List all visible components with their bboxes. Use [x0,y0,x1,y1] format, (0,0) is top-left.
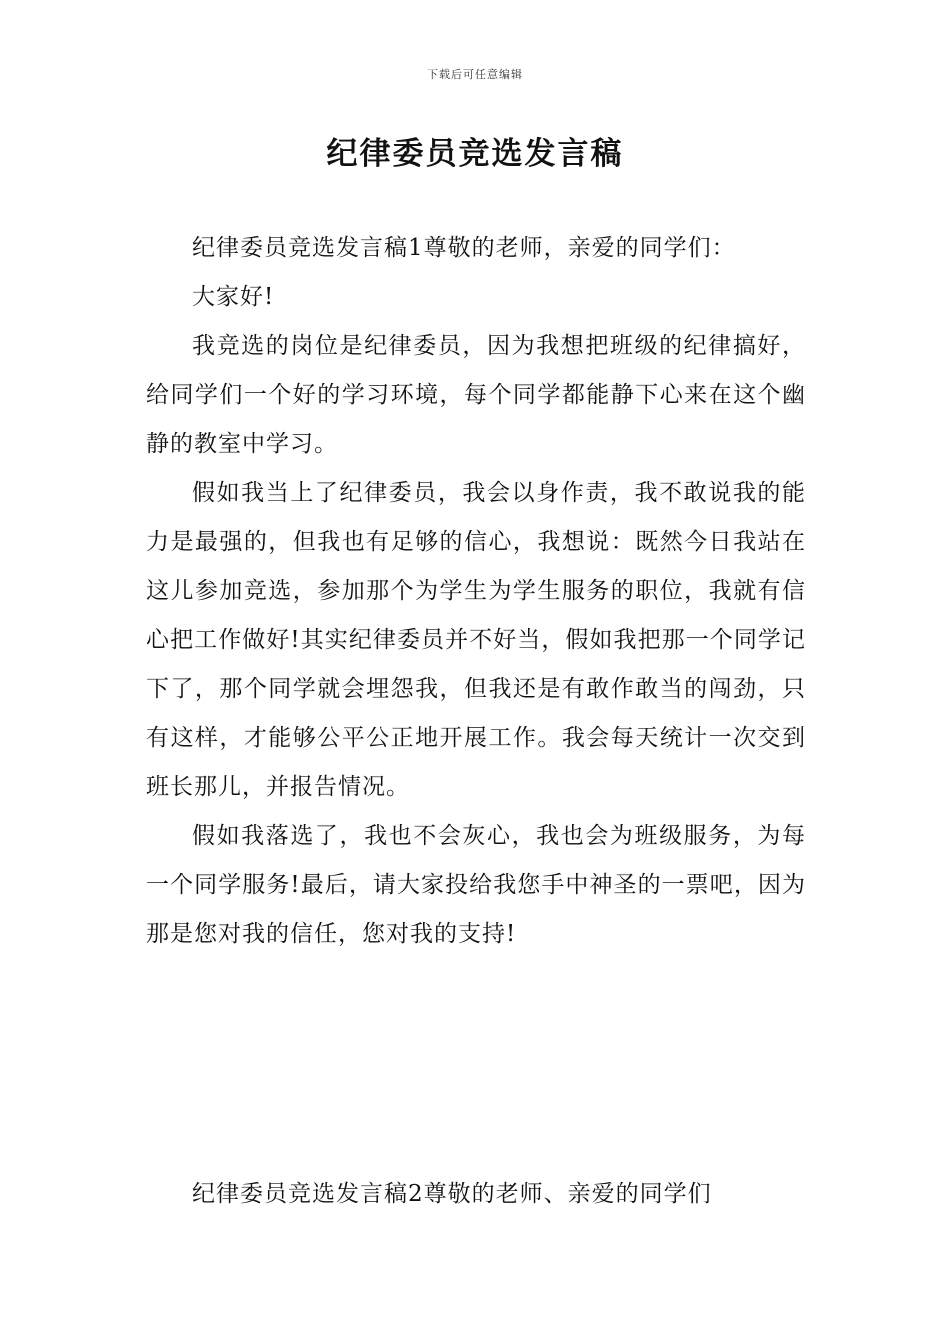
section-2-heading: 纪律委员竞选发言稿2尊敬的老师、亲爱的同学们 [192,1181,712,1207]
document-title: 纪律委员竞选发言稿 [326,136,624,172]
paragraph-commitment: 假如我当上了纪律委员，我会以身作责，我不敢说我的能力是最强的，但我也有足够的信心，我想说：既然今日我站在这儿参加竞选，参加那个为学生为学生服务的职位，我就有信心把工作做好!其实纪律委员并不好当，假如我把那一个同学记下了，那个同学就会埋怨我，但我还是有敢作敢当的闯劲，只有这样，才能够公平公正地开展工作。我会每天统计一次交到班长那儿，并报告情况。 [146,480,806,800]
paragraph-salutation: 纪律委员竞选发言稿1尊敬的老师，亲爱的同学们： [192,235,736,261]
paragraph-motivation: 我竞选的岗位是纪律委员，因为我想把班级的纪律搞好，给同学们一个好的学习环境，每个同学都能静下心来在这个幽静的教室中学习。 [146,333,806,457]
paragraph-greeting: 大家好! [192,284,275,310]
paragraph-closing: 假如我落选了，我也不会灰心，我也会为班级服务，为每一个同学服务!最后，请大家投给我您手中神圣的一票吧，因为那是您对我的信任，您对我的支持! [146,823,806,947]
section-1 [146,224,806,959]
header-note: 下载后可任意编辑 [427,68,523,81]
